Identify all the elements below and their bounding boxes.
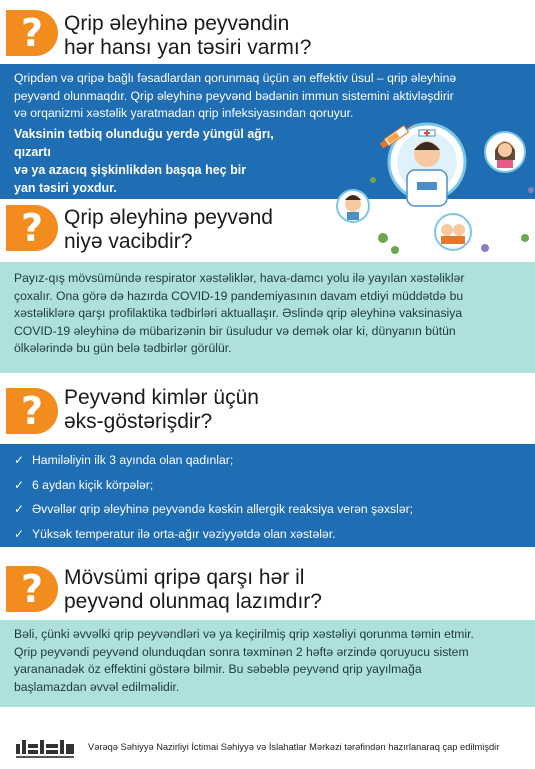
body-line: Qrip peyvəndi peyvənd olunduqdan sonra təxminən 2 həftə ərzində qoruyucu sistem — [14, 644, 469, 659]
footer-credit: Vərəqə Səhiyyə Nazirliyi İctimai Səhiyyə və İslahatlar Mərkəzi tərəfindən hazırlanaraq çap edilmişdir — [88, 742, 500, 752]
section-heading: Qrip əleyhinə peyvənd niyə vacibdir? — [64, 206, 273, 253]
question-mark-badge: ? — [6, 205, 58, 251]
body-line: peyvənd olunmaqdır. Qrip əleyhinə peyvənd bədənin immun sistemini aktivləşdirir — [14, 88, 454, 103]
check-icon: ✓ — [14, 526, 25, 541]
list-item: ✓ Hamiləliyin ilk 3 ayında olan qadınlar; — [14, 448, 521, 473]
body-line: yarananadək öz effektini göstərə bilmir. Bu səbəblə peyvənd qrip yayılmağa — [14, 662, 422, 676]
list-item: ✓ 6 aydan kiçik körpələr; — [14, 473, 521, 498]
check-icon: ✓ — [14, 453, 25, 467]
body-line: Bəli, çünki əvvəlki qrip peyvəndləri və ya keçirilmiş qrip xəstəliyi qorunma təmin etmir. — [14, 627, 474, 641]
body-line: xəstəliklərə qarşı profilaktika tədbirləri aktuallaşır. Əslində qrip əleyhinə vaksinasiya — [14, 306, 463, 320]
question-mark-badge: ? — [6, 10, 58, 56]
section-heading: Qrip əleyhinə peyvəndin hər hansı yan təsiri varmı? — [64, 12, 312, 59]
section-heading: Peyvənd kimlər üçün əks-göstərişdir? — [64, 386, 259, 433]
body-line: başlamazdan əvvəl edilməlidir. — [14, 679, 180, 694]
footer — [0, 728, 535, 760]
list-item: ✓ Yüksək temperatur ilə orta-ağır vəziyyətdə olan xəstələr. — [14, 522, 521, 547]
ministry-logo — [14, 738, 76, 760]
body-line: Payız-qış mövsümündə respirator xəstəliklər, hava-damcı yolu ilə yayılan xəstəliklər — [14, 271, 465, 285]
body-line: və orqanizmi xəstəlik yaratmadan qrip infeksiyasından qoruyur. — [14, 106, 354, 120]
body-line: COVID-19 əleyhinə də mübarizənin bir üsuludur və demək olar ki, dünyanın bütün — [14, 323, 456, 338]
section-panel — [0, 620, 535, 707]
body-line: Qripdən və qripə bağlı fəsadlardan qorunmaq üçün ən effektiv üsul – qrip əleyhinə — [14, 71, 457, 85]
check-icon: ✓ — [14, 477, 25, 492]
doctor-illustration — [335, 120, 535, 260]
section-panel — [0, 444, 535, 547]
section-heading: Mövsümi qripə qarşı hər il peyvənd olunmaq lazımdır? — [64, 566, 322, 613]
body-line: ölkələrində bu gün belə tədbirlər görülür. — [14, 341, 232, 355]
side-effects-note: Vaksinin tətbiq olunduğu yerdə yüngül ağrı, qızartı və ya azacıq şişkinlikdən başqa heç bir yan təsiri yoxdur. — [14, 126, 274, 195]
contraindication-list — [14, 448, 521, 546]
question-mark-badge: ? — [6, 388, 58, 434]
section-panel — [0, 262, 535, 373]
question-mark-badge: ? — [6, 566, 58, 612]
check-icon: ✓ — [14, 502, 25, 516]
body-line: çoxalır. Ona görə də hazırda COVID-19 pandemiyasının davam etdiyi müddətdə bu — [14, 288, 464, 303]
list-item: ✓ Əvvəllər qrip əleyhinə peyvəndə kəskin allergik reaksiya verən şəxslər; — [14, 497, 521, 522]
